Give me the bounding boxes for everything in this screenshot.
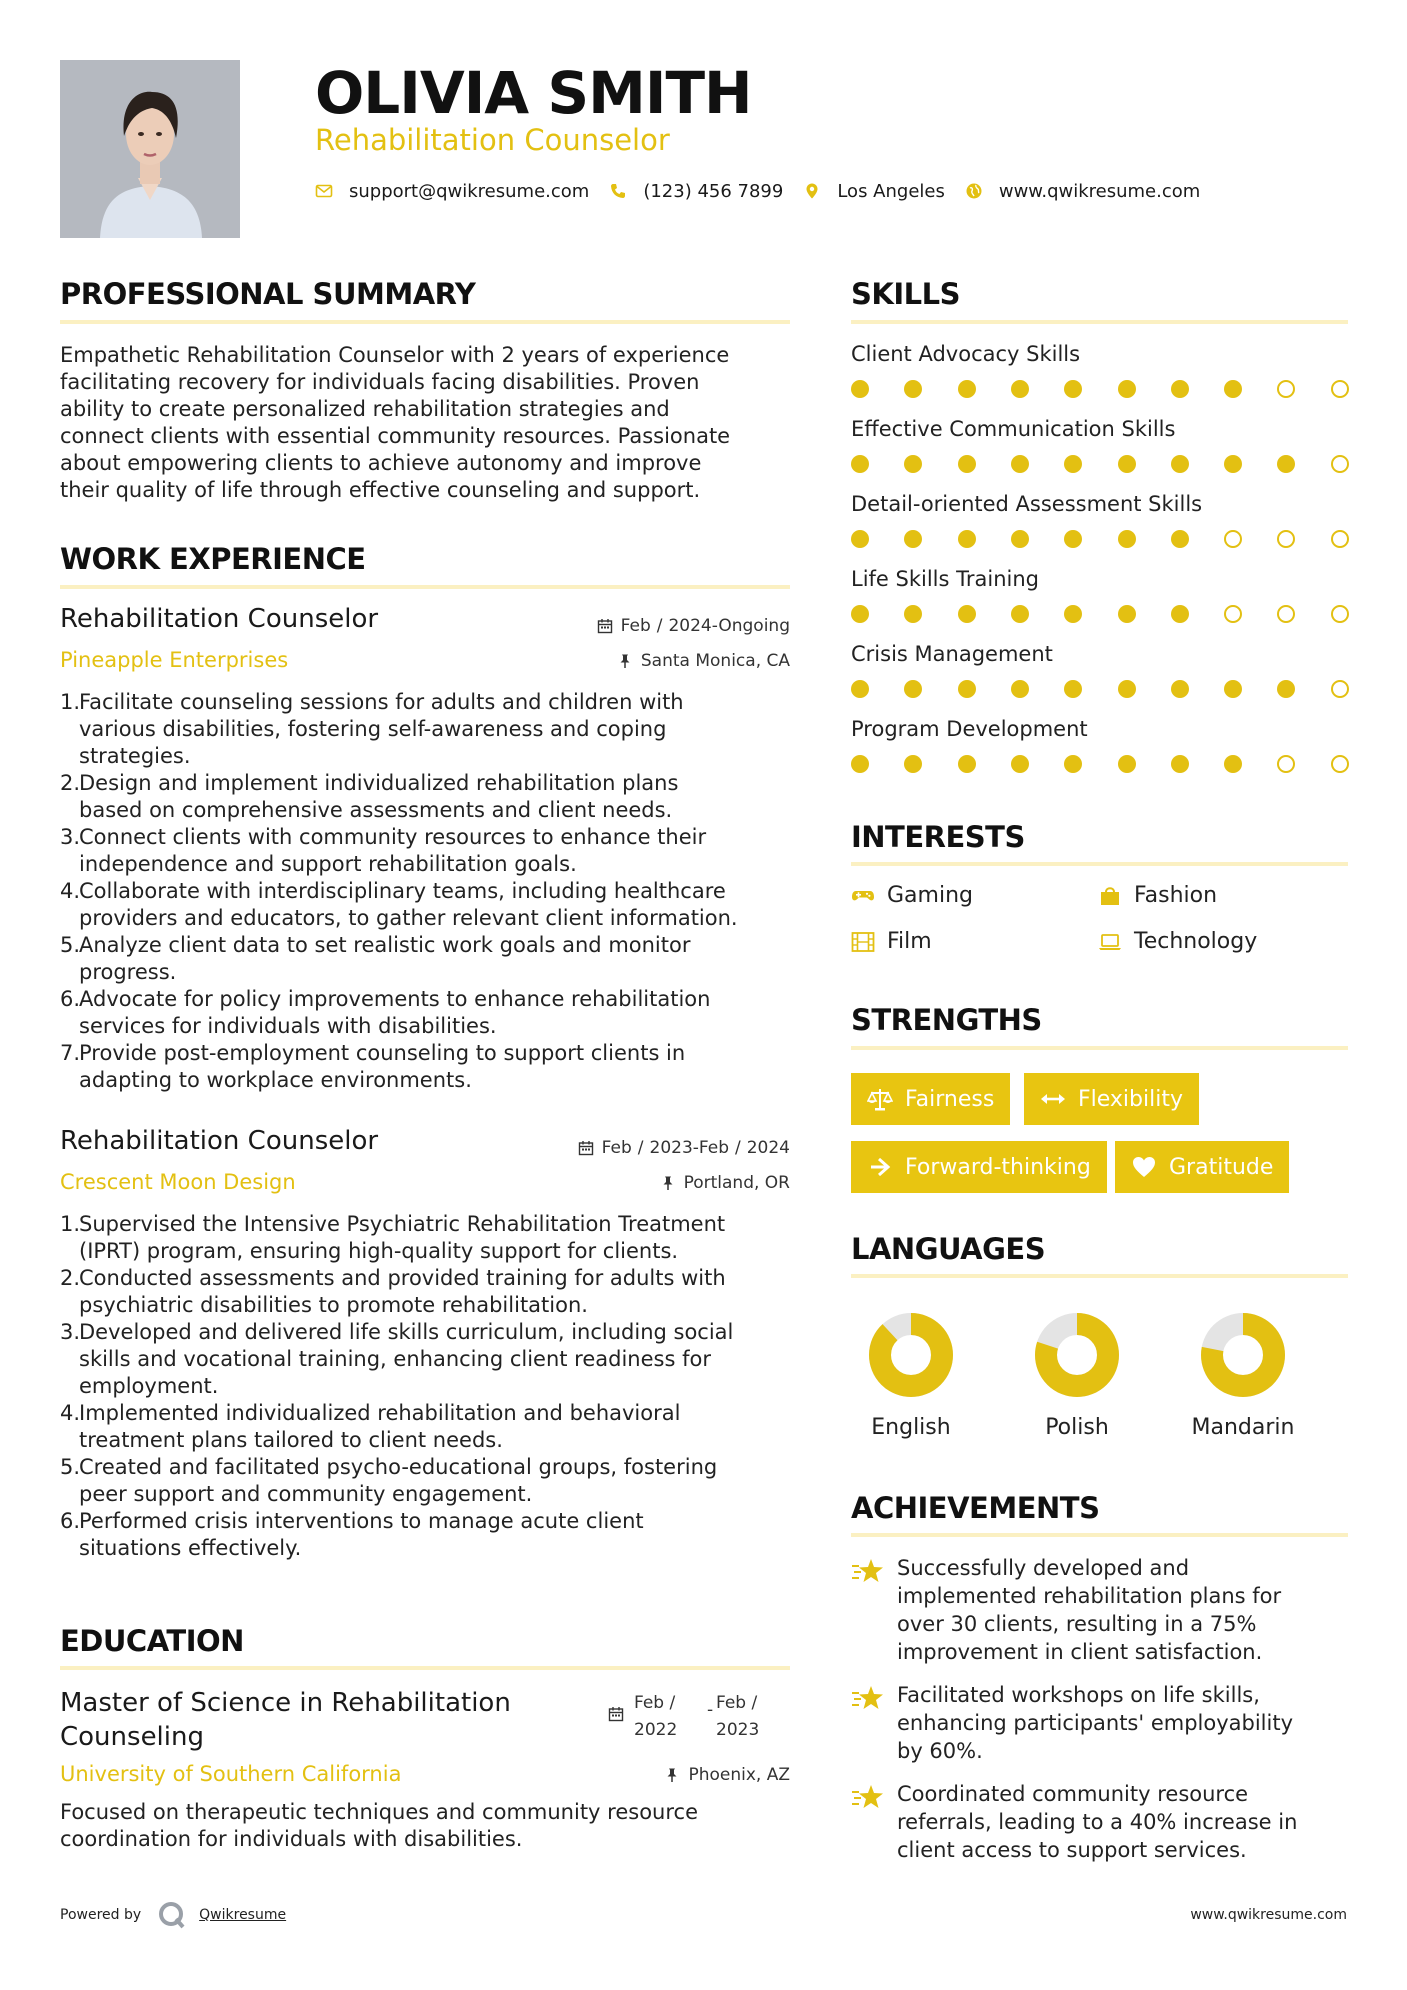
summary-heading: PROFESSIONAL SUMMARY: [60, 277, 476, 311]
skill-rating: [851, 380, 1351, 400]
skills-divider: [851, 320, 1348, 324]
rating-dot-filled: [1064, 755, 1082, 773]
star-icon: [851, 1782, 885, 1812]
pushpin-icon: [660, 1175, 676, 1191]
education-start-year: 2022: [634, 1720, 678, 1740]
rating-dot-filled: [958, 380, 976, 398]
interest-item: [851, 929, 932, 954]
strength-label: Forward-thinking: [905, 1154, 1091, 1180]
responsibility-item: [60, 986, 800, 1040]
responsibility-line: Analyze client data to set realistic work goals and monitor: [79, 933, 691, 957]
rating-dot-filled: [904, 680, 922, 698]
responsibility-number: 1.: [60, 690, 81, 714]
rating-dot-empty: [1331, 530, 1349, 548]
responsibility-line: Design and implement individualized rehabilitation plans: [79, 771, 679, 795]
interest-item: [1098, 883, 1217, 908]
interest-label: Gaming: [887, 883, 973, 908]
achievement-line: client access to support services.: [897, 1838, 1247, 1862]
education-end: [716, 1690, 759, 1744]
responsibility-line: progress.: [79, 960, 177, 984]
education-dates: [608, 1690, 798, 1746]
rating-dot-filled: [851, 680, 869, 698]
achievement-line: Coordinated community resource: [897, 1782, 1249, 1806]
responsibility-line: Advocate for policy improvements to enhance rehabilitation: [79, 987, 711, 1011]
rating-dot-filled: [958, 680, 976, 698]
responsibility-line: (IPRT) program, ensuring high-quality support for clients.: [79, 1239, 679, 1263]
achievement-line: Facilitated workshops on life skills,: [897, 1683, 1260, 1707]
degree-line: Counseling: [60, 1722, 204, 1752]
job-location-text: Santa Monica, CA: [640, 651, 790, 671]
rating-dot-filled: [851, 380, 869, 398]
calendar-icon: [597, 618, 613, 634]
candidate-title: Rehabilitation Counselor: [315, 123, 670, 157]
calendar-icon: [578, 1140, 594, 1156]
contact-email[interactable]: [315, 181, 589, 202]
rating-dot-filled: [1224, 680, 1242, 698]
rating-dot-filled: [1118, 530, 1136, 548]
job-company: Pineapple Enterprises: [60, 648, 289, 672]
rating-dot-filled: [1011, 605, 1029, 623]
achievements-divider: [851, 1533, 1348, 1537]
education-school: University of Southern California: [60, 1762, 402, 1786]
job-date-to: 2024-Ongoing: [668, 616, 790, 636]
responsibility-line: Connect clients with community resources to enhance their: [79, 825, 707, 849]
portrait-illustration: [60, 60, 240, 238]
arrow-right-icon: [867, 1154, 893, 1180]
rating-dot-filled: [1118, 380, 1136, 398]
rating-dot-filled: [958, 455, 976, 473]
rating-dot-filled: [1277, 680, 1295, 698]
rating-dot-filled: [851, 455, 869, 473]
interest-item: [1098, 929, 1257, 954]
responsibility-item: [60, 1040, 800, 1094]
summary-text: [60, 342, 800, 504]
strength-chip: [1115, 1141, 1289, 1193]
achievement-item: [851, 1554, 1327, 1666]
responsibility-line: peer support and community engagement.: [79, 1482, 533, 1506]
rating-dot-filled: [904, 530, 922, 548]
achievement-line: Successfully developed and: [897, 1556, 1190, 1580]
skill-rating: [851, 755, 1351, 775]
responsibility-number: 6.: [60, 987, 81, 1011]
degree-line: Master of Science in Rehabilitation: [60, 1688, 511, 1718]
responsibility-line: Facilitate counseling sessions for adults and children with: [79, 690, 684, 714]
rating-dot-empty: [1331, 680, 1349, 698]
responsibility-number: 2.: [60, 1266, 81, 1290]
responsibility-item: [60, 1265, 800, 1319]
summary-line: facilitating recovery for individuals facing disabilities. Proven: [60, 370, 700, 394]
degree-title: [60, 1686, 511, 1754]
contact-location: [803, 181, 945, 202]
map-pin-icon: [803, 182, 821, 200]
job-title: Rehabilitation Counselor: [60, 1126, 379, 1156]
interest-label: Fashion: [1134, 883, 1218, 908]
summary-line: their quality of life through effective counseling and support.: [60, 478, 701, 502]
pushpin-icon: [617, 653, 633, 669]
rating-dot-filled: [1118, 680, 1136, 698]
responsibility-line: Performed crisis interventions to manage acute client: [79, 1509, 644, 1533]
rating-dot-filled: [904, 455, 922, 473]
heart-icon: [1131, 1154, 1157, 1180]
responsibility-line: services for individuals with disabilities.: [79, 1014, 497, 1038]
language-level-ring: [1200, 1312, 1286, 1398]
rating-dot-filled: [1011, 530, 1029, 548]
rating-dot-filled: [1064, 455, 1082, 473]
rating-dot-filled: [1224, 380, 1242, 398]
rating-dot-empty: [1331, 380, 1349, 398]
job-responsibilities: [60, 689, 800, 1094]
pushpin-icon: [664, 1767, 680, 1783]
rating-dot-filled: [1064, 680, 1082, 698]
rating-dot-filled: [1171, 530, 1189, 548]
achievements-heading: ACHIEVEMENTS: [851, 1491, 1100, 1525]
education-date-separator: -: [707, 1700, 714, 1720]
job-title: Rehabilitation Counselor: [60, 604, 379, 634]
responsibility-line: skills and vocational training, enhancing client readiness for: [79, 1347, 711, 1371]
rating-dot-filled: [1011, 755, 1029, 773]
rating-dot-filled: [1064, 605, 1082, 623]
skill-rating: [851, 455, 1351, 475]
rating-dot-filled: [851, 530, 869, 548]
skill-label: Crisis Management: [851, 642, 1053, 666]
summary-line: connect clients with essential community resources. Passionate: [60, 424, 731, 448]
responsibility-line: strategies.: [79, 744, 191, 768]
contact-info: [315, 178, 1220, 204]
job-date-from: Feb: [601, 1138, 632, 1158]
language-label: Polish: [1045, 1415, 1109, 1440]
film-icon: [851, 931, 875, 953]
achievement-line: enhancing participants' employability: [897, 1711, 1294, 1735]
job-date-to: 2023-Feb: [649, 1138, 729, 1158]
skill-rating: [851, 680, 1351, 700]
education-start-month: Feb /: [634, 1693, 676, 1713]
globe-icon: [965, 182, 983, 200]
strength-label: Gratitude: [1169, 1154, 1274, 1180]
contact-website[interactable]: [965, 181, 1200, 202]
responsibility-item: [60, 689, 800, 770]
rating-dot-filled: [1118, 455, 1136, 473]
language-label: English: [871, 1415, 951, 1440]
rating-dot-filled: [1171, 755, 1189, 773]
experience-divider: [60, 585, 790, 589]
rating-dot-filled: [1011, 455, 1029, 473]
responsibility-item: [60, 1454, 800, 1508]
responsibility-line: psychiatric disabilities to promote rehabilitation.: [79, 1293, 588, 1317]
education-description-line: Focused on therapeutic techniques and community resource: [60, 1800, 698, 1824]
laptop-icon: [1098, 931, 1122, 953]
job-location-text: Portland, OR: [683, 1173, 790, 1193]
interests-divider: [851, 862, 1348, 866]
skill-label: Client Advocacy Skills: [851, 342, 1081, 366]
responsibility-line: adapting to workplace environments.: [79, 1068, 472, 1092]
responsibility-item: [60, 770, 800, 824]
rating-dot-filled: [958, 755, 976, 773]
skill-label: Detail-oriented Assessment Skills: [851, 492, 1203, 516]
responsibility-line: Collaborate with interdisciplinary teams, including healthcare: [79, 879, 726, 903]
achievement-item: [851, 1681, 1327, 1765]
rating-dot-empty: [1277, 755, 1295, 773]
responsibility-line: Created and facilitated psycho-educational groups, fostering: [79, 1455, 718, 1479]
strength-label: Fairness: [905, 1086, 995, 1112]
job-location: [660, 1173, 790, 1193]
responsibility-number: 6.: [60, 1509, 81, 1533]
responsibility-number: 3.: [60, 825, 81, 849]
rating-dot-filled: [851, 605, 869, 623]
responsibility-item: [60, 1211, 800, 1265]
summary-line: ability to create personalized rehabilitation strategies and: [60, 397, 670, 421]
education-location: [664, 1765, 790, 1785]
responsibility-line: independence and support rehabilitation goals.: [79, 852, 577, 876]
responsibility-item: [60, 932, 800, 986]
date-slash: /: [637, 1138, 644, 1158]
achievement-line: over 30 clients, resulting in a 75%: [897, 1612, 1257, 1636]
balance-scale-icon: [867, 1086, 893, 1112]
interest-label: Film: [887, 929, 932, 954]
responsibility-number: 4.: [60, 879, 81, 903]
responsibility-item: [60, 878, 800, 932]
skill-rating: [851, 605, 1351, 625]
skill-label: Program Development: [851, 717, 1088, 741]
summary-line: Empathetic Rehabilitation Counselor with 2 years of experience: [60, 343, 730, 367]
skill-label: Life Skills Training: [851, 567, 1039, 591]
job-dates: [578, 1138, 790, 1158]
rating-dot-filled: [904, 380, 922, 398]
responsibility-line: situations effectively.: [79, 1536, 302, 1560]
footer-powered-by: [60, 1900, 286, 1930]
education-description-line: coordination for individuals with disabilities.: [60, 1827, 523, 1851]
education-description: [60, 1799, 800, 1853]
rating-dot-filled: [1118, 605, 1136, 623]
rating-dot-filled: [904, 605, 922, 623]
interest-label: Technology: [1134, 929, 1258, 954]
rating-dot-empty: [1277, 530, 1295, 548]
education-end-month: Feb /: [716, 1693, 758, 1713]
responsibility-number: 1.: [60, 1212, 81, 1236]
footer-brand-link[interactable]: Qwikresume: [199, 1907, 287, 1923]
strengths-heading: STRENGTHS: [851, 1003, 1042, 1037]
strength-chip: [851, 1073, 1010, 1125]
responsibility-item: [60, 824, 800, 878]
responsibility-number: 7.: [60, 1041, 81, 1065]
responsibility-number: 5.: [60, 933, 81, 957]
achievement-text: [897, 1554, 1327, 1666]
strength-label: Flexibility: [1078, 1086, 1183, 1112]
arrows-horizontal-icon: [1040, 1086, 1066, 1112]
rating-dot-filled: [851, 755, 869, 773]
rating-dot-filled: [1171, 455, 1189, 473]
job-date-end: 2024: [746, 1138, 790, 1158]
language-level-ring: [868, 1312, 954, 1398]
rating-dot-filled: [1118, 755, 1136, 773]
strength-chip: [1024, 1073, 1199, 1125]
skill-label: Effective Communication Skills: [851, 417, 1176, 441]
rating-dot-empty: [1331, 455, 1349, 473]
contact-website-text: www.qwikresume.com: [998, 180, 1201, 202]
interests-heading: INTERESTS: [851, 820, 1025, 854]
responsibility-item: [60, 1319, 800, 1400]
rating-dot-filled: [1011, 680, 1029, 698]
achievement-line: by 60%.: [897, 1739, 983, 1763]
rating-dot-filled: [1064, 380, 1082, 398]
contact-location-text: Los Angeles: [837, 180, 945, 202]
ring-fill: [880, 1324, 942, 1386]
candidate-name: OLIVIA SMITH: [315, 59, 752, 127]
responsibility-line: various disabilities, fostering self-awareness and coping: [79, 717, 667, 741]
achievement-text: [897, 1681, 1327, 1765]
language-level-ring: [1034, 1312, 1120, 1398]
summary-divider: [60, 320, 790, 324]
rating-dot-filled: [1224, 455, 1242, 473]
rating-dot-empty: [1277, 605, 1295, 623]
responsibility-line: employment.: [79, 1374, 219, 1398]
responsibility-line: Provide post-employment counseling to support clients in: [79, 1041, 686, 1065]
contact-email-text: support@qwikresume.com: [349, 180, 590, 202]
shopping-bag-icon: [1098, 885, 1122, 907]
skills-heading: SKILLS: [851, 277, 960, 311]
phone-icon: [609, 182, 627, 200]
job-dates: [597, 616, 790, 636]
responsibility-line: Developed and delivered life skills curriculum, including social: [79, 1320, 734, 1344]
summary-line: about empowering clients to achieve autonomy and improve: [60, 451, 702, 475]
responsibility-number: 2.: [60, 771, 81, 795]
language-label: Mandarin: [1191, 1415, 1295, 1440]
interest-item: [851, 883, 973, 908]
responsibility-line: Implemented individualized rehabilitation and behavioral: [79, 1401, 681, 1425]
rating-dot-empty: [1277, 380, 1295, 398]
calendar-icon: [608, 1706, 624, 1722]
star-icon: [851, 1683, 885, 1713]
responsibility-item: [60, 1508, 800, 1562]
profile-photo: [60, 60, 240, 238]
rating-dot-empty: [1331, 755, 1349, 773]
rating-dot-filled: [958, 605, 976, 623]
responsibility-number: 5.: [60, 1455, 81, 1479]
achievement-text: [897, 1780, 1327, 1864]
rating-dot-filled: [1011, 380, 1029, 398]
rating-dot-empty: [1224, 605, 1242, 623]
qwikresume-logo-icon: [157, 1900, 187, 1930]
responsibility-number: 4.: [60, 1401, 81, 1425]
contact-phone[interactable]: [609, 181, 783, 202]
achievement-item: [851, 1780, 1327, 1864]
skill-rating: [851, 530, 1351, 550]
rating-dot-empty: [1331, 605, 1349, 623]
rating-dot-filled: [1277, 455, 1295, 473]
date-slash: /: [656, 616, 663, 636]
job-responsibilities: [60, 1211, 800, 1562]
footer-website[interactable]: www.qwikresume.com: [1190, 1907, 1347, 1923]
contact-phone-text: (123) 456 7899: [643, 180, 784, 202]
responsibility-line: treatment plans tailored to client needs.: [79, 1428, 503, 1452]
achievement-line: implemented rehabilitation plans for: [897, 1584, 1282, 1608]
rating-dot-filled: [1171, 605, 1189, 623]
rating-dot-filled: [1171, 680, 1189, 698]
date-slash: /: [735, 1138, 741, 1158]
rating-dot-filled: [1064, 530, 1082, 548]
rating-dot-empty: [1224, 530, 1242, 548]
languages-heading: LANGUAGES: [851, 1232, 1046, 1266]
job-location: [617, 651, 790, 671]
education-heading: EDUCATION: [60, 1624, 244, 1658]
responsibility-line: providers and educators, to gather relevant client information.: [79, 906, 738, 930]
achievement-line: referrals, leading to a 40% increase in: [897, 1810, 1298, 1834]
achievement-line: improvement in client satisfaction.: [897, 1640, 1263, 1664]
footer-powered-text: Powered by: [60, 1907, 142, 1923]
languages-divider: [851, 1274, 1348, 1278]
strength-chip: [851, 1141, 1107, 1193]
job-date-from: Feb: [620, 616, 651, 636]
rating-dot-filled: [1224, 755, 1242, 773]
responsibility-item: [60, 1400, 800, 1454]
responsibility-line: Supervised the Intensive Psychiatric Rehabilitation Treatment: [79, 1212, 726, 1236]
experience-heading: WORK EXPERIENCE: [60, 542, 366, 576]
education-location-text: Phoenix, AZ: [688, 1765, 790, 1785]
responsibility-line: Conducted assessments and provided training for adults with: [79, 1266, 726, 1290]
rating-dot-filled: [1171, 380, 1189, 398]
education-divider: [60, 1666, 790, 1670]
rating-dot-filled: [958, 530, 976, 548]
star-icon: [851, 1556, 885, 1586]
education-start: [634, 1690, 677, 1744]
gamepad-icon: [851, 885, 875, 907]
job-company: Crescent Moon Design: [60, 1170, 296, 1194]
education-end-year: 2023: [716, 1720, 760, 1740]
strengths-divider: [851, 1046, 1348, 1050]
responsibility-number: 3.: [60, 1320, 81, 1344]
envelope-icon: [315, 182, 333, 200]
rating-dot-filled: [904, 755, 922, 773]
responsibility-line: based on comprehensive assessments and client needs.: [79, 798, 673, 822]
